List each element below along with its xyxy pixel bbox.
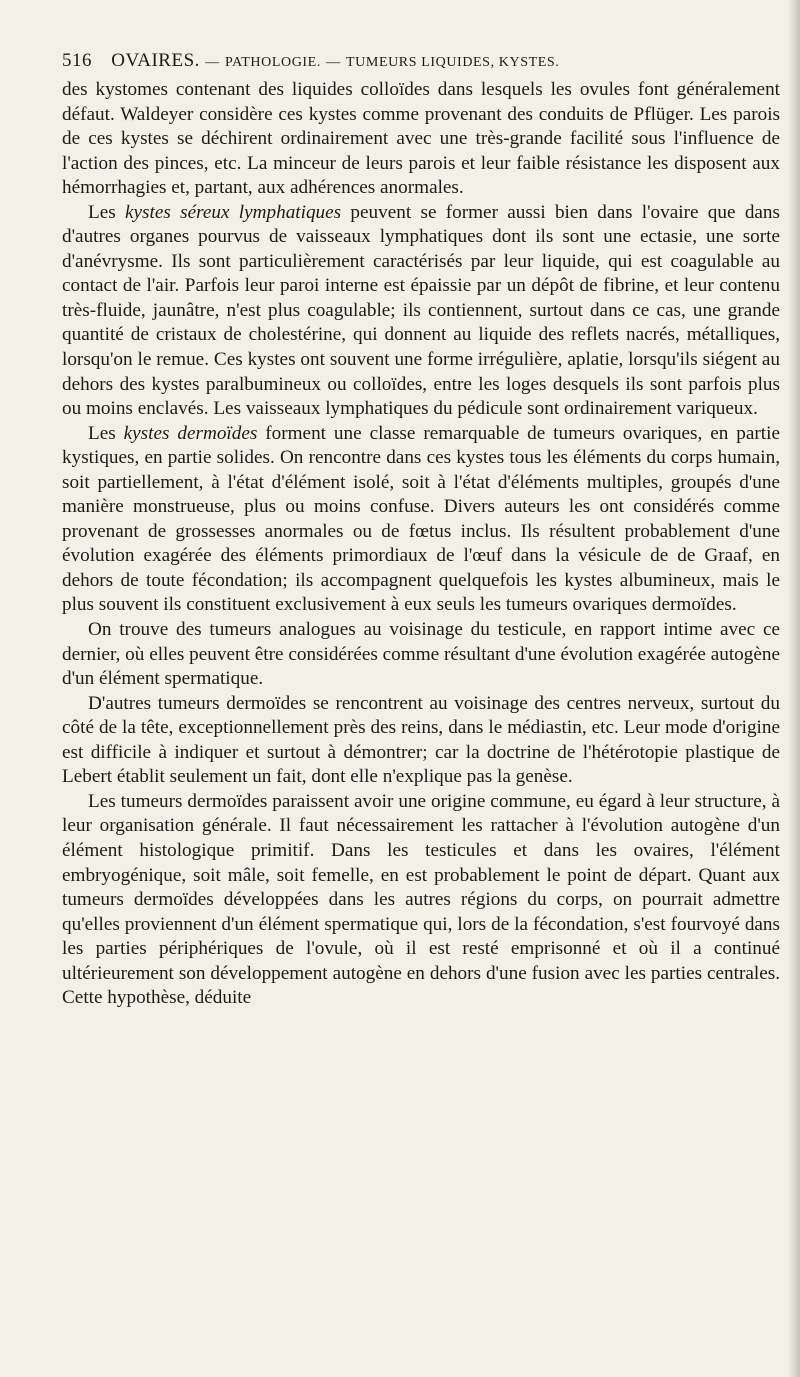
paragraph-text: peuvent se former aussi bien dans l'ovaire que dans d'autres organes pourvus de vaisseaux lymphatiques dont ils sont une ectasie, une sorte d'anévrysme. Ils sont particulièrement caractérisés par leur liquide, qui est coagulable au contact de l'air. Parfois leur paroi interne est épaissie par un dépôt de fibrine, et leur contenu très-fluide, jaunâtre, n'est plus coagulable; ils contiennent, surtout dans ce cas, une grande quantité de cristaux de cholestérine, qui donnent au liquide des reflets nacrés, métalliques, lorsqu'on le remue. Ces kystes ont souvent une forme irrégulière, aplatie, lorsqu'ils siégent au dehors des kystes paralbumineux ou colloïdes, entre les loges desquels ils sont parfois plus ou moins enclavés. Les vaisseaux lymphatiques du pédicule sont ordinairement variqueux.: [62, 201, 780, 420]
italic-term: kystes séreux lymphatiques: [125, 201, 342, 223]
page-number: 516: [62, 50, 92, 71]
paragraph-5: [62, 692, 780, 790]
running-header: [62, 50, 762, 72]
paragraph-6: [62, 790, 780, 1011]
page-edge-shadow: [788, 0, 800, 1377]
header-part: PATHOLOGIE.: [225, 55, 321, 70]
header-dash-1: —: [205, 55, 220, 70]
paragraph-3: [62, 422, 780, 618]
paragraph-text: Les: [88, 201, 126, 223]
paragraph-1: [62, 78, 780, 201]
header-section: OVAIRES.: [111, 50, 200, 71]
body-text: [62, 78, 780, 1011]
paragraph-4: [62, 618, 780, 692]
paragraph-text: On trouve des tumeurs analogues au voisinage du testicule, en rapport intime avec ce dernier, où elles peuvent être considérées comme résultant d'une évolution exagérée autogène d'un élément spermatique.: [62, 619, 780, 690]
header-dash-2: —: [326, 55, 341, 70]
paragraph-text: forment une classe remarquable de tumeurs ovariques, en partie kystiques, en partie solides. On rencontre dans ces kystes tous les éléments du corps humain, soit partiellement, à l'état d'élément isolé, soit à l'état d'éléments multiples, groupés d'une manière monstrueuse, plus ou moins confuse. Divers auteurs les ont considérés comme provenant de grossesses anormales ou de fœtus inclus. Ils résultent probablement d'une évolution exagérée des éléments primordiaux de l'œuf dans la vésicule de de Graaf, en dehors de toute fécondation; ils accompagnent quelquefois les kystes albumineux, mais le plus souvent ils constituent exclusivement à eux seuls les tumeurs ovariques dermoïdes.: [62, 422, 780, 616]
paragraph-text: des kystomes contenant des liquides colloïdes dans lesquels les ovules font généralement défaut. Waldeyer considère ces kystes comme provenant des conduits de Pflüger. Les parois de ces kystes se déchirent ordinairement avec une très-grande facilité sous l'influence de l'action des pinces, etc. La minceur de leurs parois et leur faible résistance les disposent aux hémorrhagies et, partant, aux adhérences anormales.: [62, 79, 780, 199]
paragraph-2: [62, 201, 780, 422]
italic-term: kystes dermoïdes: [123, 422, 258, 444]
paragraph-text: Les: [88, 422, 124, 444]
paragraph-text: Les tumeurs dermoïdes paraissent avoir une origine commune, eu égard à leur structure, à leur organisation générale. Il faut nécessairement les rattacher à l'évolution autogène d'un élément histologique primitif. Dans les testicules et dans les ovaires, l'élément embryogénique, soit mâle, soit femelle, en est probablement le point de départ. Quant aux tumeurs dermoïdes développées dans les autres régions du corps, on pourrait admettre qu'elles proviennent d'un élément spermatique qui, lors de la fécondation, s'est fourvoyé dans les parties périphériques de l'ovule, où il est resté emprisonné et où il a continué ultérieurement son développement autogène en dehors d'une fusion avec les parties centrales. Cette hypothèse, déduite: [62, 790, 780, 1009]
header-chapter: TUMEURS LIQUIDES, KYSTES.: [346, 55, 560, 70]
paragraph-text: D'autres tumeurs dermoïdes se rencontrent au voisinage des centres nerveux, surtout du côté de la tête, exceptionnellement près des reins, dans le médiastin, etc. Leur mode d'origine est difficile à indiquer et surtout à démontrer; car la doctrine de l'hétérotopie plastique de Lebert établit seulement un fait, dont elle n'explique pas la genèse.: [62, 692, 780, 788]
